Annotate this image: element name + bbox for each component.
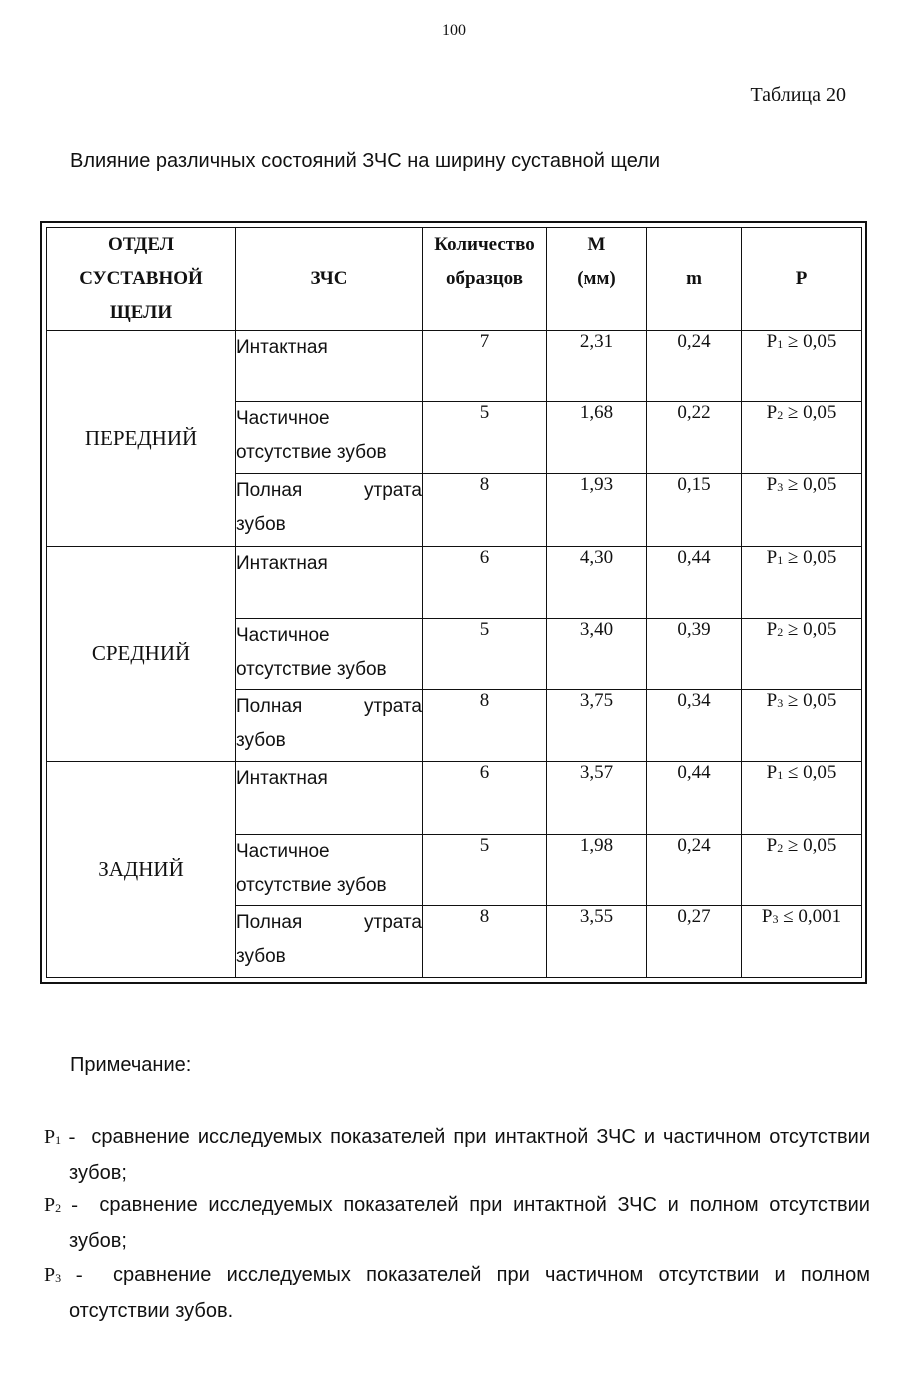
p-cell: $P_1 \le 0,05$ — [742, 762, 862, 834]
M-cell: 3,55 — [547, 905, 647, 977]
count-cell: 8 — [423, 690, 547, 762]
zcs-cell: Интактная — [236, 762, 423, 834]
count-cell: 5 — [423, 402, 547, 474]
note-item: $P_2$ - сравнение исследуемых показателей при интактной ЗЧС и полном отсутствии зубов; — [44, 1194, 870, 1252]
note-item: $P_1$ - сравнение исследуемых показателей при интактной ЗЧС и частичном отсутствии зубов; — [44, 1126, 870, 1184]
m-cell: 0,24 — [647, 834, 742, 905]
M-cell: 1,93 — [547, 474, 647, 546]
zcs-cell: Полная утрата зубов — [236, 474, 423, 546]
count-cell: 5 — [423, 834, 547, 905]
m-cell: 0,22 — [647, 402, 742, 474]
note-item: $P_3$ - сравнение исследуемых показателей при частичном отсутствии и полном отсутствии зубов. — [44, 1264, 870, 1322]
count-cell: 7 — [423, 331, 547, 402]
table-row — [47, 546, 862, 618]
header-section: ОТДЕЛ СУСТАВНОЙ ЩЕЛИ — [47, 228, 236, 331]
section-name: ЗАДНИЙ — [47, 762, 236, 978]
p-cell: $P_2 \ge 0,05$ — [742, 834, 862, 905]
zcs-cell: Полная утрата зубов — [236, 690, 423, 762]
section-name: ПЕРЕДНИЙ — [47, 331, 236, 547]
zcs-cell: Полная утрата зубов — [236, 905, 423, 977]
M-cell: 3,40 — [547, 618, 647, 689]
table-caption: Влияние различных состояний ЗЧС на ширину суставной щели — [70, 150, 660, 172]
page-number: 100 — [442, 22, 466, 39]
zcs-cell: Частичное отсутствие зубов — [236, 402, 423, 474]
count-cell: 8 — [423, 905, 547, 977]
p-cell: $P_2 \ge 0,05$ — [742, 402, 862, 474]
zcs-cell: Интактная — [236, 546, 423, 618]
header-row — [47, 228, 862, 331]
M-cell: 1,98 — [547, 834, 647, 905]
zcs-cell: Интактная — [236, 331, 423, 402]
header-m: m — [647, 228, 742, 331]
p-cell: $P_3 \ge 0,05$ — [742, 690, 862, 762]
m-cell: 0,24 — [647, 331, 742, 402]
p-cell: $P_2 \ge 0,05$ — [742, 618, 862, 689]
zcs-cell: Частичное отсутствие зубов — [236, 618, 423, 689]
table-label: Таблица 20 — [750, 84, 846, 106]
count-cell: 6 — [423, 546, 547, 618]
M-cell: 1,68 — [547, 402, 647, 474]
m-cell: 0,34 — [647, 690, 742, 762]
header-count: Количество образцов — [423, 228, 547, 331]
p-cell: $P_1 \ge 0,05$ — [742, 546, 862, 618]
table-row — [47, 331, 862, 402]
M-cell: 2,31 — [547, 331, 647, 402]
m-cell: 0,44 — [647, 762, 742, 834]
p-cell: $P_1 \ge 0,05$ — [742, 331, 862, 402]
M-cell: 3,75 — [547, 690, 647, 762]
p-cell: $P_3 \le 0,001$ — [742, 905, 862, 977]
m-cell: 0,15 — [647, 474, 742, 546]
data-table — [46, 227, 862, 978]
m-cell: 0,39 — [647, 618, 742, 689]
section-name: СРЕДНИЙ — [47, 546, 236, 762]
count-cell: 6 — [423, 762, 547, 834]
table-frame — [40, 221, 867, 984]
header-zcs: ЗЧС — [236, 228, 423, 331]
M-cell: 4,30 — [547, 546, 647, 618]
zcs-cell: Частичное отсутствие зубов — [236, 834, 423, 905]
count-cell: 5 — [423, 618, 547, 689]
table-row — [47, 762, 862, 834]
M-cell: 3,57 — [547, 762, 647, 834]
m-cell: 0,27 — [647, 905, 742, 977]
note-title: Примечание: — [70, 1054, 192, 1076]
count-cell: 8 — [423, 474, 547, 546]
p-cell: $P_3 \ge 0,05$ — [742, 474, 862, 546]
header-p: P — [742, 228, 862, 331]
header-M: M (мм) — [547, 228, 647, 331]
m-cell: 0,44 — [647, 546, 742, 618]
